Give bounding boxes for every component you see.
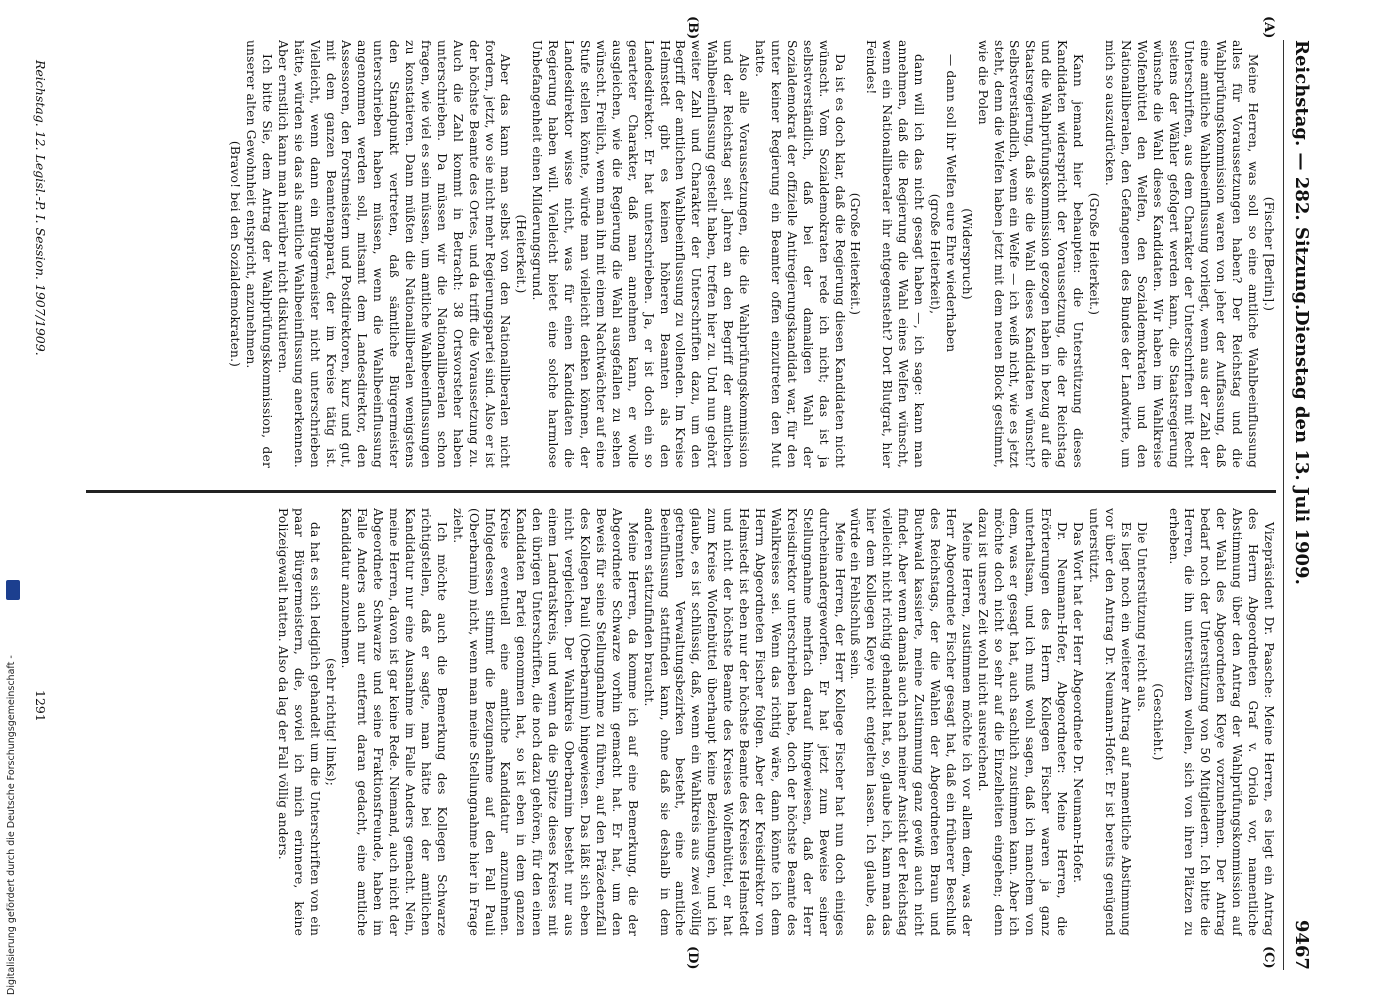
margin-marker-d: (D) — [685, 946, 700, 970]
interjection: (Widerspruch) — [959, 208, 974, 300]
paragraph: — dann soll ihr Welfen eure Ehre wiederhaben — [943, 54, 958, 353]
header-page-number: 9467 — [1291, 919, 1312, 970]
right-column — [86, 508, 1276, 936]
paragraph: Ich möchte auch die Bemerkung des Kollegen Schwarze richtigstellen, daß er sagte, man hätte bei der amtlichen Kandidatur nur eine Ausnahme im Falle Anders gemacht. Nein, meine Herren, davon ist gar keine Rede. Niemand, auch nicht der Abgeordnete Schwarze und seine Fraktionsfreunde, haben im Falle Anders auch nur entfernt daran gedacht, eine amtliche Kandidatur anzunehmen. — [339, 508, 449, 936]
paragraph: Dr. Neumann-Hofer, Abgeordneter: Meine Herren, die Erörterungen des Herrn Kollegen Fischer waren ja ganz unterhaltsam, und ich muß wohl sagen, daß ich manchem von dem, was er gesagt hat, auch sachlich zustimmen kann. Aber ich möchte doch nicht so sehr auf die Einzelheiten eingehen; denn dazu ist unsere Zeit wohl nicht ausreichend. — [975, 508, 1070, 936]
interjection: (große Heiterkeit), — [927, 193, 942, 315]
interjection: (Große Heiterkeit.) — [1087, 192, 1102, 316]
header-date: Dienstag den 13. Juli 1909. — [1291, 310, 1312, 585]
interjection: (Heiterkeit.) — [514, 214, 529, 294]
paragraph: Vizepräsident Dr. Paasche: Meine Herren, es liegt ein Antrag des Herrn Abgeordneten Graf v. Oriola vor, namentliche Abstimmung über den Antrag der Wahlprüfungskommission auf der Wahl des Abgeordneten Kleye vorzunehmen. Der Antrag bedarf noch der Unterstützung von 50 Mitgliedern. Ich bitte die Herren, die ihn unterstützen wollen, sich von ihren Plätzen zu erheben. — [1166, 508, 1276, 936]
header-rule — [1283, 40, 1284, 970]
paragraph: Da ist es doch klar, daß die Regierung diesen Kandidaten nicht wünscht. Vom Sozialdemokraten rede ich nicht; das ist ja selbstverständlich, daß bei der damaligen Wahl der Sozialdemokrat der offizielle Antiregierungskandidat war, für den unter keiner Regierung ein Beamter offen einzutreten den Mut hatte. — [753, 40, 847, 468]
paragraph: Ich bitte Sie, dem Antrag der Wahlprüfungskommission, der unserer alten Gewohnheit entspricht, anzunehmen. — [244, 40, 274, 468]
paragraph: dann will ich das nicht gesagt haben —, ich sage: kann man annehmen, daß die Regierung die Wahl eines Welfen wünscht, wenn ein Nationalliberaler ihr entgegensteht? Dort Blutgrat, hier Feindes! — [864, 40, 927, 468]
paragraph: Das Wort hat der Herr Abgeordnete Dr. Neumann-Hofer. — [1071, 522, 1086, 884]
header-left: Reichstag. — 282. Sitzung. — [1291, 40, 1312, 311]
paragraph: da hat es sich lediglich gehandelt um die Unterschriften von ein paar Bürgermeistern, die, soviel ich mich erinnere, keine Polizeigewalt hatten. Also da lag der Fall völlig anders. — [275, 508, 322, 936]
column-divider — [86, 490, 1276, 493]
paragraph: Es liegt noch ein weiterer Antrag auf namentliche Abstimmung vor über den Antrag Dr. Neumann-Hofer. Er ist bereits genügend unterstützt. — [1087, 508, 1133, 936]
paragraph: Meine Herren, zustimmen möchte ich vor allem dem, was der Herr Abgeordnete Fischer gesagt hat, daß ein früherer Beschluß des Reichstags, der die Wahlen der Abgeordneten Braun und Buchwald kassierte, meine Zustimmung ganz gewiß auch nicht findet. Aber wenn damals auch nach meiner Ansicht der Reichstag vielleicht nicht richtig gehandelt hat, so, glaube ich, kann man das hier dem Kollegen Kleye nicht entgelten lassen. Ich glaube, das würde ein Fehlschluß sein. — [848, 508, 974, 936]
page-header — [1286, 40, 1312, 970]
paragraph: Die Unterstützung reicht aus. — [1134, 522, 1149, 712]
interjection: (Fischer [Berlin].) — [1262, 196, 1276, 312]
footer-page-number: 1291 — [33, 690, 48, 722]
paragraph: Kann jemand hier behaupten: die Unterstützung dieses Kandidaten widerspricht der Voraussetzung, die der Reichstag und die Wahlprüfungskommission gezogen haben in bezug auf die Staatsregierung, daß sie die Wahl dieses Kandidaten wünscht? Selbstverständlich, wenn ein Welfe — ich weiß nicht, wie es jetzt steht, denn die Welfen haben jetzt mit dem neuen Block gestimmt, wie die Polen — [975, 40, 1086, 468]
funding-note-text: Digitalisierung gefördert durch die Deutsche Forschungsgemeinschaft - — [6, 655, 17, 995]
margin-marker-c: (C) — [1261, 946, 1276, 969]
interjection: (Geschieht.) — [1150, 683, 1165, 761]
footer-session: Reichstag. 12. Legisl.-P. I. Session. 1907/1909. — [33, 60, 48, 356]
paragraph: Meine Herren, was soll so eine amtliche Wahlbeeinflussung alles für Voraussetzungen haben? Der Reichstag und die Wahlprüfungskommission waren von jeher der Auffassung, daß eine amtliche Wahlbeeinflussung vorliegt, wenn aus der Zahl der Unterschriften, aus dem Charakter der Unterschriften mit Recht seitens der Wähler gefolgert werden kann, die Staatsregierung wünsche die Wahl dieses Kandidaten. Wir haben im Wahlkreise Wolfenbüttel den Welfen, den Sozialdemokraten und den Nationalliberalen, den Gefangenen des Bundes der Landwirte, um mich so auszudrücken. — [1102, 40, 1261, 468]
paragraph: Also alle Voraussetzungen, die die Wahlprüfungskommission und der Reichstag seit Jahren an den Begriff der amtlichen Wahlbeeinflussung gestellt haben, treffen hier zu. Und nun gehört weiter Zahl und Charakter der Unterschriften dazu, um den Begriff der amtlichen Wahlbeeinflussung zu vollenden. Im Kreise Helmstedt gibt es keinen höheren Beamten als den Landesdirektor. Er hat unterschrieben. Ja, er ist doch ein so gearteter Charakter, daß man annehmen kann, er wolle ausgleichen, wie die Regierung die Wahl ausgefallen zu sehen wünscht. Freilich, wenn man ihn mit einem Nachtwächter auf eine Stufe stellen könnte, würde man vielleicht denken können, der Landesdirektor wisse nicht, was für einen Kandidaten die Regierung haben will. Vielleicht bietet eine solche harmlose Unbefangenheit einen Milderungsgrund. — [530, 40, 752, 468]
margin-marker-b: (B) — [685, 16, 700, 40]
left-column — [86, 40, 1276, 468]
paragraph: Aber das kann man selbst von den Nationalliberalen nicht fordern, jetzt, wo sie nicht mehr Regierungspartei sind. Also er ist der höchste Beamte des Ortes, und da trifft die Voraussetzung zu. Auch die Zahl kommt in Betracht: 38 Ortsvorsteher haben unterschrieben. Da müssen wir die Nationalliberalen schon fragen, wie viel es sein müssen, um amtliche Wahlbeeinflussungen zu konstatieren. Dann müßten die Nationalliberalen wenigstens den Standpunkt vertreten, daß sämtliche Bürgermeister unterschrieben haben müssen, wenn die Wahlbeeinflussung angenommen werden soll, mitsamt dem Landesdirektor, den Assessoren, den Forstmeistern und Postdirektoren, kurz und gut, mit dem ganzen Beamtenapparat, der im Kreise tätig ist. Vielleicht, wenn dann ein Bürgermeister nicht unterschrieben hätte, würden sie das als amtliche Wahlbeeinflussung anerkennen. Aber ernstlich kann man hierüber nicht diskutieren. — [275, 40, 513, 468]
interjection: (sehr richtig! links); — [323, 657, 338, 787]
margin-marker-a: (A) — [1261, 16, 1276, 39]
paragraph: Meine Herren, da komme ich auf eine Bemerkung, die der Abgeordnete Schwarze vorhin gemacht hat. Er hat, um den Beweis für seine Stellungnahme zu führen, auf den Präzedenzfall des Kollegen Pauli (Oberbarnim) hingewiesen. Das läßt sich eben nicht vergleichen. Der Wahlkreis Oberbarnim besteht nur aus einem Landratskreis, und wenn da die Spitze dieses Kreises mit den übrigen Unterschriften, die noch dazu gehören, für den einen Kandidaten Partei genommen hat, so ist eben in dem ganzen Kreise eventuell eine amtliche Kandidatur anzunehmen. Infolgedessen stimmt die Bezugnahme auf den Fall Pauli (Oberbarnim) nicht, wenn man meine Stellungnahme hier in Frage zieht. — [450, 508, 640, 936]
interjection: (Bravo! bei den Sozialdemokraten.) — [228, 140, 243, 368]
interjection: (Große Heiterkeit.) — [848, 192, 863, 316]
paragraph: Meine Herren, der Herr Kollege Fischer hat nun doch einiges durcheinandergeworfen. Er hat jetzt zum Beweise seiner Stellungnahme mehrfach darauf hingewiesen, daß der Herr Kreisdirektor unterschrieben habe, doch der höchste Beamte des Wahlkreises sei. Wenn das richtig wäre, dann könnte ich dem Herrn Abgeordneten Fischer folgen. Aber der Kreisdirektor von Helmstedt ist eben nur der höchste Beamte des Kreises Helmstedt und nicht der höchste Beamte des Kreises Wolfenbüttel, er hat zum Kreise Wolfenbüttel überhaupt keine Beziehungen, und ich glaube, es ist schlüssig, daß, wenn ein Wahlkreis aus zwei völlig getrennten Verwaltungsbezirken besteht, eine amtliche Beeinflussung stattfinden kann, ohne daß sie deshalb in dem anderen stattzufinden braucht. — [641, 508, 847, 936]
